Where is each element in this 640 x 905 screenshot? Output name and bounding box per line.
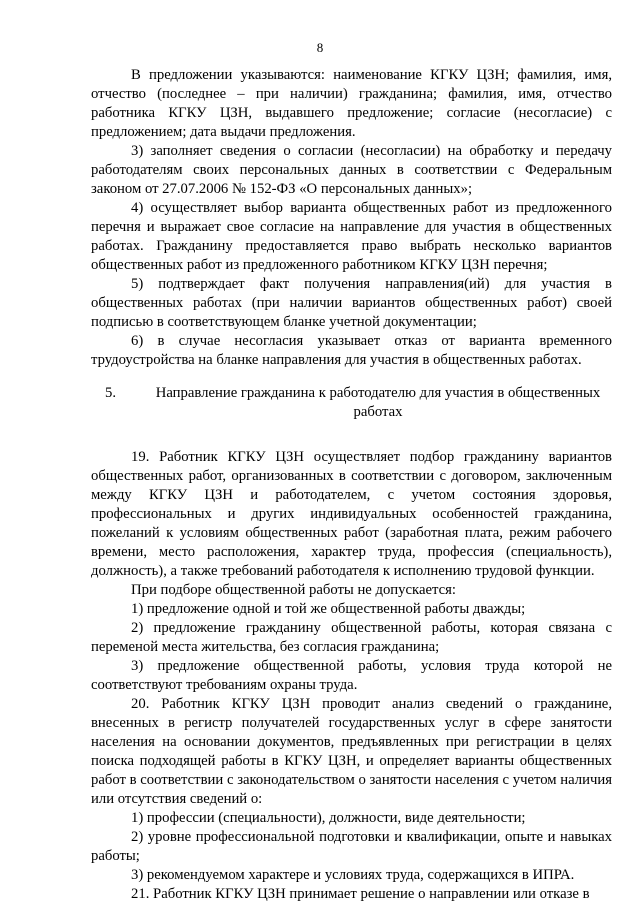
paragraph: 3) заполняет сведения о согласии (несогласии) на обработку и передачу работодателям своих персональных данных в соответствии с Федеральным законом от 27.07.2006 № 152-ФЗ «О персональных данных»;	[91, 143, 612, 197]
paragraph: 6) в случае несогласия указывает отказ от варианта временного трудоустройства на бланке направления для участия в общественных работах.	[91, 333, 612, 368]
paragraph: При подборе общественной работы не допускается:	[131, 582, 456, 598]
paragraph: 4) осуществляет выбор варианта общественных работ из предложенного перечня и выражает свое согласие на направление для участия в общественных работах. Гражданину предоставляется право выбрать несколько вариантов общественных работ из предложенного работником КГКУ ЦЗН перечня;	[91, 200, 612, 273]
list-item: 3) рекомендуемом характере и условиях труда, содержащихся в ИПРА.	[131, 867, 575, 883]
paragraph: 21. Работник КГКУ ЦЗН принимает решение о направлении или отказе в	[131, 886, 590, 902]
document-body	[91, 66, 612, 904]
list-item: 2) предложение гражданину общественной работы, которая связана с переменой места жительства, без согласия гражданина;	[91, 620, 612, 655]
list-item: 3) предложение общественной работы, условия труда которой не соответствуют требованиям охраны труда.	[91, 658, 612, 693]
section-number: 5.	[105, 385, 117, 401]
paragraph: В предложении указываются: наименование КГКУ ЦЗН; фамилия, имя, отчество (последнее – при наличии) гражданина; фамилия, имя, отчество работника КГКУ ЦЗН, выдавшего предложение; согласие (несогласие) с предложением; дата выдачи предложения.	[91, 67, 612, 140]
section-heading	[91, 384, 612, 422]
list-item: 1) профессии (специальности), должности, виде деятельности;	[131, 810, 526, 826]
section-title: Направление гражданина к работодателю для участия в общественных работах	[155, 385, 601, 420]
page-number: 8	[316, 40, 324, 55]
paragraph: 20. Работник КГКУ ЦЗН проводит анализ сведений о гражданине, внесенных в регистр получателей государственных услуг в сфере занятости населения на основании документов, предъявленных при регистрации в целях поиска подходящей работы в КГКУ ЦЗН, и определяет варианты общественных работ в соответствии с законодательством о занятости населения с учетом наличия или отсутствия сведений о:	[91, 696, 612, 807]
list-item: 2) уровне профессиональной подготовки и квалификации, опыте и навыках работы;	[91, 829, 612, 864]
paragraph: 19. Работник КГКУ ЦЗН осуществляет подбор гражданину вариантов общественных работ, организованных в соответствии с договором, заключенным между КГКУ ЦЗН и работодателем, с учетом состояния здоровья, профессиональных и других индивидуальных особенностей гражданина, пожеланий к условиям общественных работ (заработная плата, режим рабочего времени, место расположения, характер труда, профессия (специальность), должность), а также требований работодателя к исполнению трудовой функции.	[91, 449, 612, 579]
list-item: 1) предложение одной и той же общественной работы дважды;	[131, 601, 526, 617]
paragraph: 5) подтверждает факт получения направления(ий) для участия в общественных работах (при наличии вариантов общественных работ) своей подписью в соответствующем бланке учетной документации;	[91, 276, 612, 330]
